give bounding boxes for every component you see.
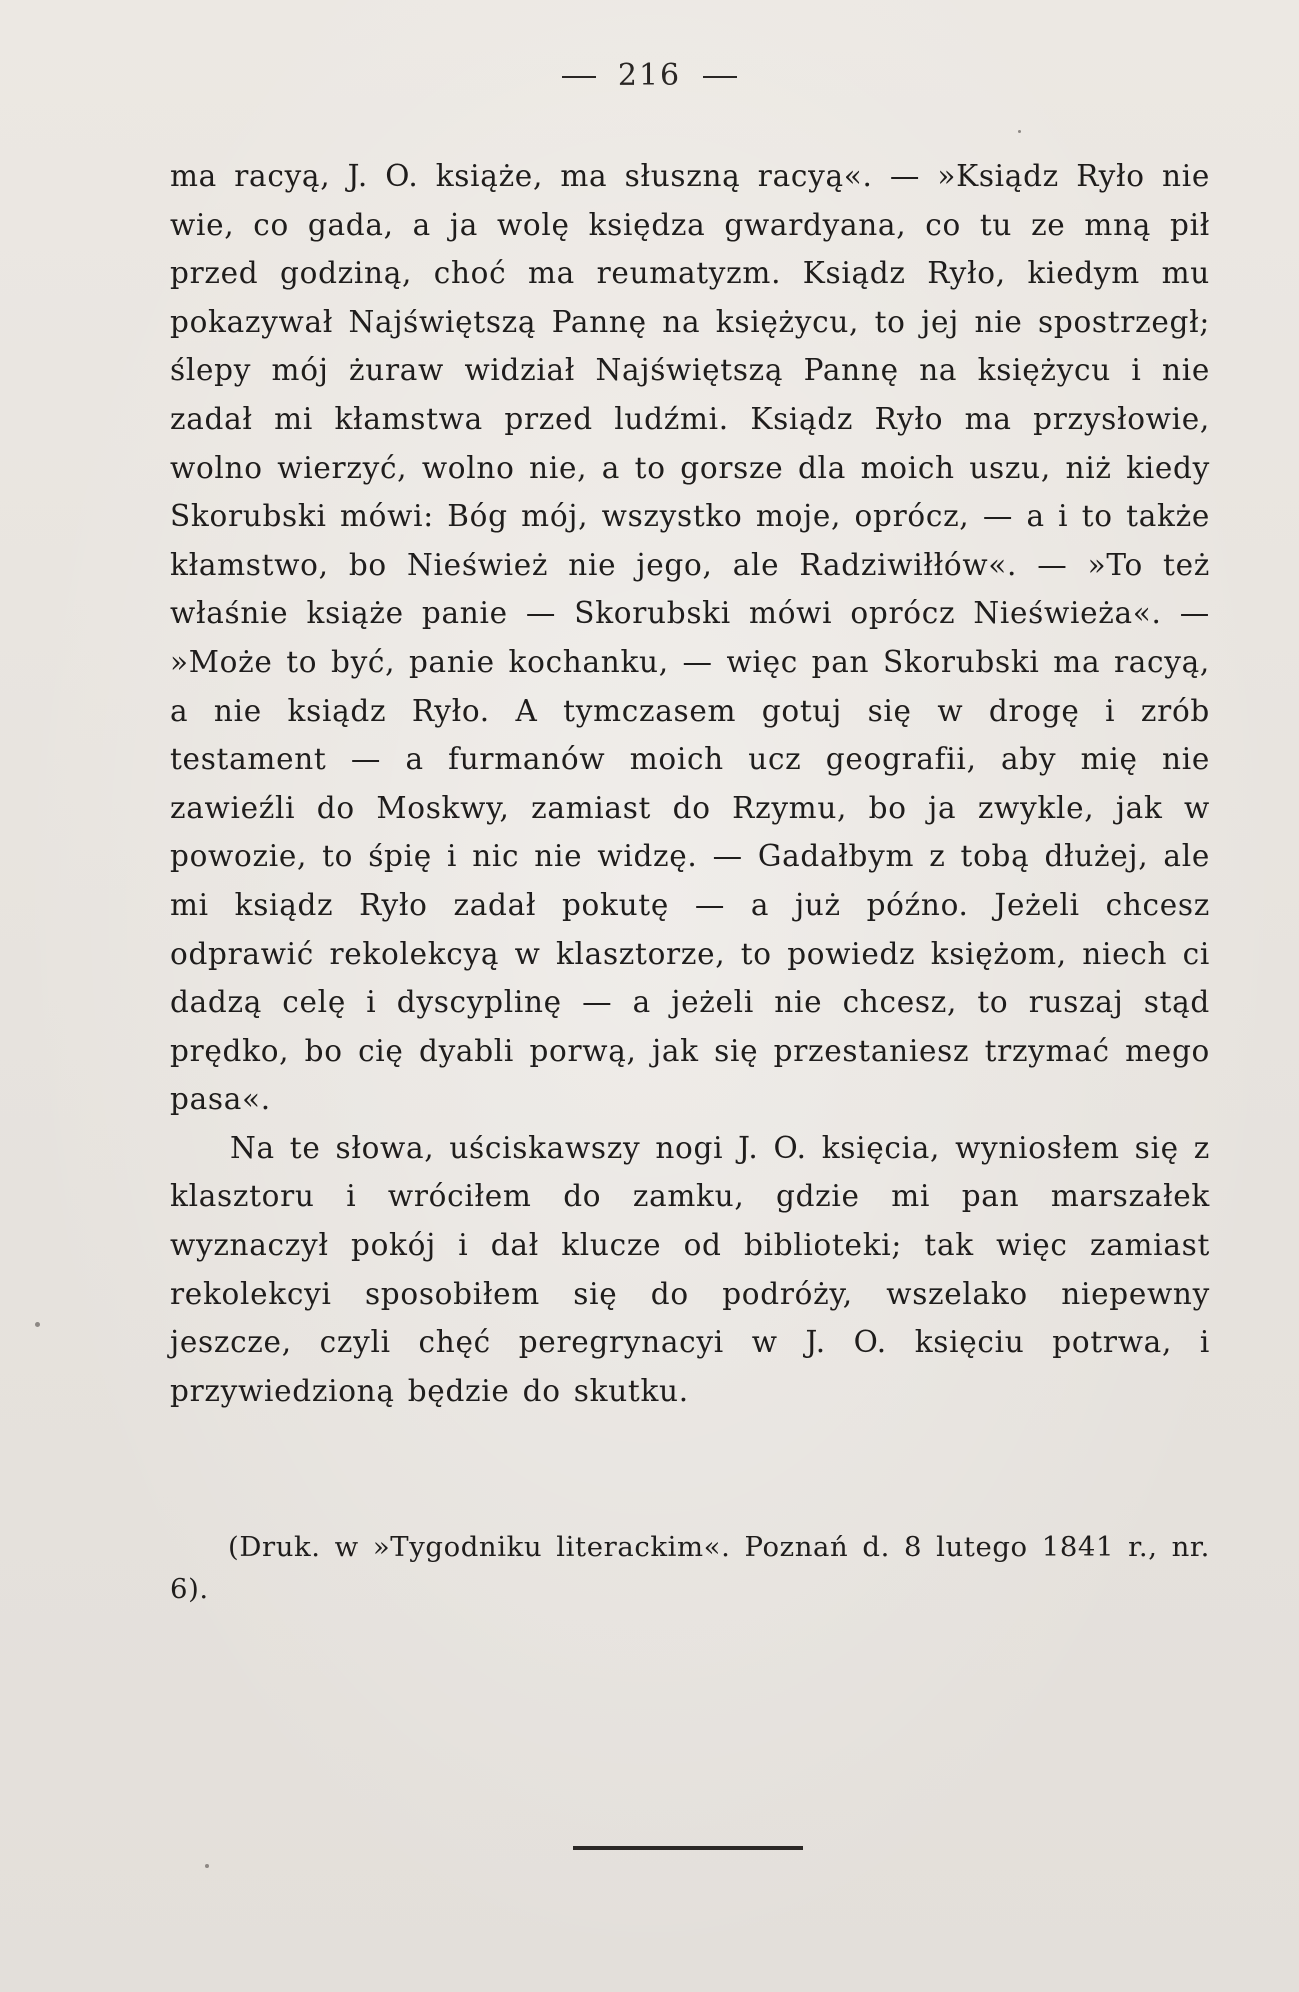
publication-note: (Druk. w »Tygodniku literackim«. Poznań d. 8 lutego 1841 r., nr. 6).: [170, 1530, 1210, 1605]
left-dash: [562, 76, 596, 78]
page-number-header: [0, 58, 1299, 93]
paper-speck: [35, 1322, 40, 1327]
body-text: [170, 152, 1210, 1415]
right-dash: [703, 76, 737, 78]
page-number: 216: [617, 58, 682, 93]
main-paragraph: ma racyą, J. O. książe, ma słuszną racyą«. — »Ksiądz Ryło nie wie, co gada, a ja wolę księdza gwardyana, co tu ze mną pił przed godziną, choć ma reumatyzm. Ksiądz Ryło, kiedym mu pokazywał Najświętszą Pannę na księżycu, to jej nie spostrzegł; ślepy mój żuraw widział Najświętszą Pannę na księżycu i nie zadał mi kłamstwa przed ludźmi. Ksiądz Ryło ma przysłowie, wolno wierzyć, wolno nie, a to gorsze dla moich uszu, niż kiedy Skorubski mówi: Bóg mój, wszystko moje, oprócz, — a i to także kłamstwo, bo Nieśwież nie jego, ale Radziwiłłów«. — »To też właśnie książe panie — Skorubski mówi oprócz Nieświeża«. — »Może to być, panie kochanku, — więc pan Skorubski ma racyą, a nie ksiądz Ryło. A tymczasem gotuj się w drogę i zrób testament — a furmanów moich ucz geografii, aby mię nie zawieźli do Moskwy, zamiast do Rzymu, bo ja zwykle, jak w powozie, to śpię i nic nie widzę. — Gadałbym z tobą dłużej, ale mi ksiądz Ryło zadał pokutę — a już późno. Jeżeli chcesz odprawić rekolekcyą w klasztorze, to powiedz księżom, niech ci dadzą celę i dyscyplinę — a jeżeli nie chcesz, to ruszaj stąd prędko, bo cię dyabli porwą, jak się przestaniesz trzymać mego pasa«.: [170, 159, 1210, 1117]
end-rule: [573, 1846, 803, 1850]
paper-speck: [205, 1864, 209, 1868]
second-paragraph: Na te słowa, uściskawszy nogi J. O. księcia, wyniosłem się z klasztoru i wróciłem do zamku, gdzie mi pan marszałek wyznaczył pokój i dał klucze od biblioteki; tak więc zamiast rekolekcyi sposobiłem się do podróży, wszelako niepewny jeszcze, czyli chęć peregrynacyi w J. O. księciu potrwa, i przywiedzioną będzie do skutku.: [170, 1130, 1210, 1408]
paper-speck: [1018, 130, 1021, 133]
